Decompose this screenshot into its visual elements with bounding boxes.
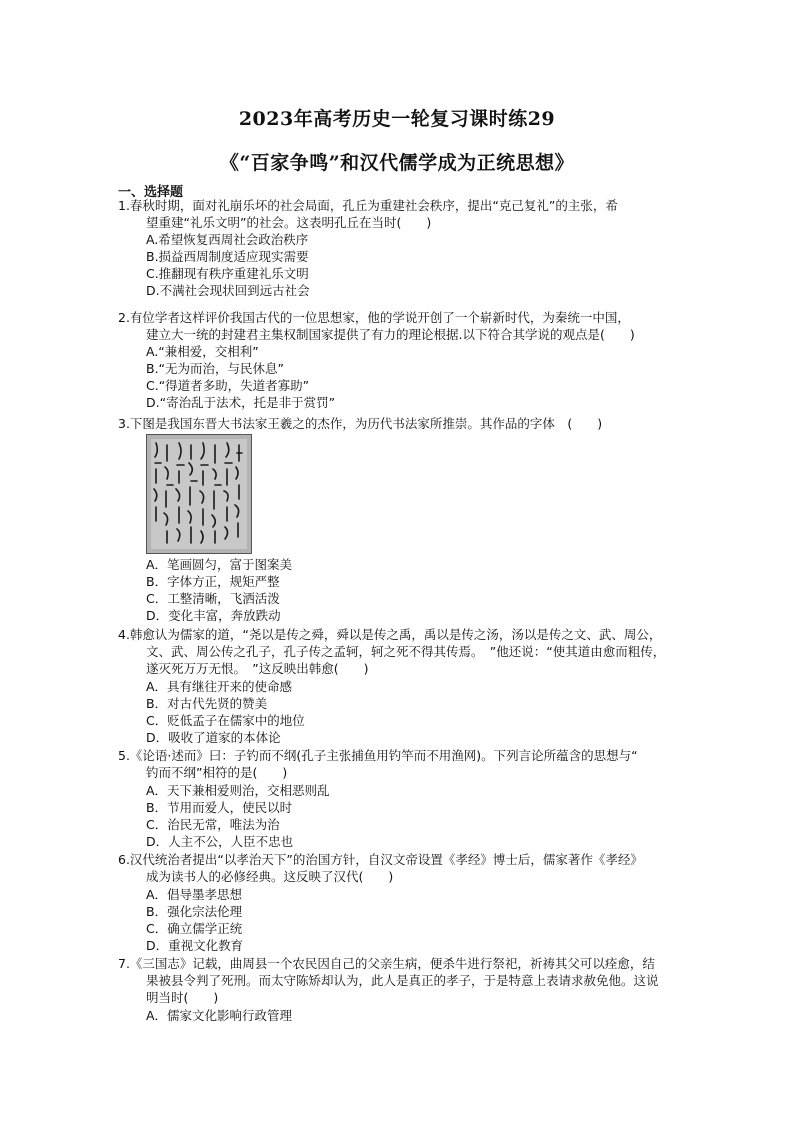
question-7-line-2: 果被县令判了死刑。而太守陈矫却认为，此人是真正的孝子，于是特意上表请求赦免他。这说 <box>146 973 659 988</box>
question-2-option-c: C.“得道者多助，失道者寡助” <box>146 378 310 393</box>
question-3-line-1: 3.下图是我国东晋大书法家王羲之的杰作，为历代书法家所推崇。其作品的字体 ( ) <box>118 416 603 431</box>
question-7-line-1: 7.《三国志》记载，曲周县一个农民因自己的父亲生病，便杀牛进行祭祀，祈祷其父可以痊愈，结 <box>118 956 655 971</box>
question-7-line-3: 明当时( ) <box>146 990 219 1005</box>
question-4-line-1: 4.韩愈认为儒家的道，“尧以是传之舜，舜以是传之禹，禹以是传之汤，汤以是传之文、武、周公， <box>118 627 662 642</box>
question-1-option-c: C.推翻现有秩序重建礼乐文明 <box>146 266 309 281</box>
question-2-option-a: A.“兼相爱，交相利” <box>146 344 259 359</box>
question-2-option-b: B.“无为而治，与民休息” <box>146 361 285 376</box>
question-3-option-a: A．笔画圆匀，富于图案美 <box>146 557 293 572</box>
question-3-option-b: B．字体方正，规矩严整 <box>146 574 280 589</box>
question-1-line-2: 望重建“礼乐文明”的社会。这表明孔丘在当时( ) <box>146 215 432 230</box>
question-4-option-a: A．具有继往开来的使命感 <box>146 679 293 694</box>
question-2-option-d: D.“寄治乱于法术，托是非于赏罚” <box>146 395 336 410</box>
question-7-option-a: A．儒家文化影响行政管理 <box>146 1008 293 1023</box>
question-6-option-c: C．确立儒学正统 <box>146 921 243 936</box>
page-subtitle: 《“百家争鸣”和汉代儒学成为正统思想》 <box>219 152 575 174</box>
calligraphy-image <box>146 434 252 554</box>
question-1-option-d: D.不满社会现状回到远古社会 <box>146 283 310 298</box>
question-4-line-3: 遂灭死万万无恨。 ”这反映出韩愈( ) <box>146 661 369 676</box>
question-6-line-2: 成为读书人的必修经典。这反映了汉代( ) <box>146 869 394 884</box>
question-2-line-1: 2.有位学者这样评价我国古代的一位思想家，他的学说开创了一个崭新时代，为秦统一中国， <box>118 310 630 325</box>
question-5-option-a: A．天下兼相爱则治，交相恶则乱 <box>146 783 330 798</box>
question-4-line-2: 文、武、周公传之孔子，孔子传之孟轲，轲之死不得其传焉。 ”他还说：“使其道由愈而粗传， <box>146 644 666 659</box>
question-4-option-c: C．贬低孟子在儒家中的地位 <box>146 713 305 728</box>
question-2-line-2: 建立大一统的封建君主集权制国家提供了有力的理论根据.以下符合其学说的观点是( ) <box>146 327 635 342</box>
question-5-line-1: 5.《论语·述而》曰：子钓而不纲(孔子主张捕鱼用钓竿而不用渔网)。下列言论所蕴含的思想与“ <box>118 748 638 763</box>
question-3-option-d: D．变化丰富，奔放跌动 <box>146 608 281 623</box>
question-1-option-b: B.损益西周制度适应现实需要 <box>146 249 309 264</box>
question-5-option-c: C．治民无常，唯法为治 <box>146 817 280 832</box>
question-6-line-1: 6.汉代统治者提出“以孝治天下”的治国方针，自汉文帝设置《孝经》博士后，儒家著作《孝经》 <box>118 852 643 867</box>
question-1-option-a: A.希望恢复西周社会政治秩序 <box>146 232 309 247</box>
section-heading: 一、选择题 <box>118 185 184 200</box>
question-6-option-d: D．重视文化教育 <box>146 938 244 953</box>
question-1-line-1: 1.春秋时期，面对礼崩乐坏的社会局面，孔丘为重建社会秩序，提出“克己复礼”的主张，希 <box>118 198 618 213</box>
question-5-option-b: B．节用而爱人，使民以时 <box>146 800 293 815</box>
calligraphy-strokes <box>147 435 251 553</box>
question-6-option-a: A．倡导墨孝思想 <box>146 887 243 902</box>
question-6-option-b: B．强化宗法伦理 <box>146 904 243 919</box>
question-3-option-c: C．工整清晰，飞洒活泼 <box>146 591 280 606</box>
question-4-option-d: D．吸收了道家的本体论 <box>146 730 281 745</box>
question-5-line-2: 钓而不纲”相符的是( ) <box>146 765 288 780</box>
question-5-option-d: D．人主不公，人臣不忠也 <box>146 834 294 849</box>
question-4-option-b: B．对古代先贤的赞美 <box>146 696 268 711</box>
page-title: 2023年高考历史一轮复习课时练29 <box>238 108 556 130</box>
